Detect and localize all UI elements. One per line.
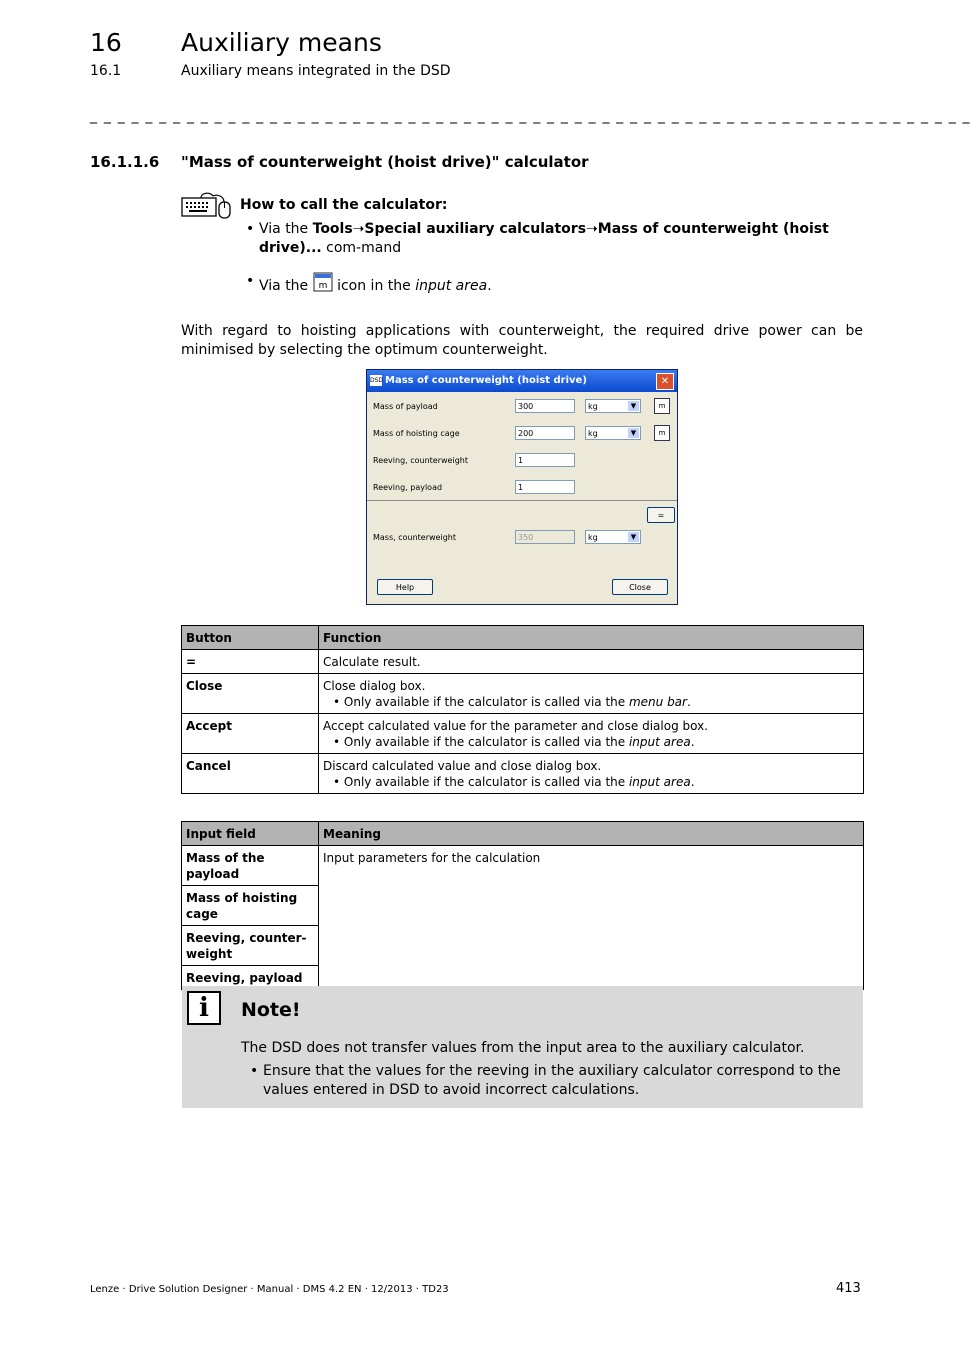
label-reeving-payload: Reeving, payload bbox=[373, 483, 443, 492]
info-icon: i bbox=[187, 991, 221, 1025]
table-row: Mass of hoisting cage bbox=[182, 886, 864, 926]
app-icon: DSD bbox=[370, 377, 384, 384]
dialog-title: Mass of counterweight (hoist drive) bbox=[385, 375, 587, 386]
table-row: Reeving, counter-weight bbox=[182, 926, 864, 966]
help-button[interactable]: Help bbox=[377, 579, 433, 595]
note-bullet: • Ensure that the values for the reeving in the auxiliary calculator correspond to the values entered in DSD to avoid incorrect calculations. bbox=[250, 1063, 841, 1098]
output-mass-counterweight: 350 bbox=[515, 530, 575, 544]
table-header: Meaning bbox=[319, 822, 864, 846]
chevron-down-icon: ▼ bbox=[628, 401, 639, 411]
table-header: Input field bbox=[182, 822, 319, 846]
input-mass-cage[interactable]: 200 bbox=[515, 426, 575, 440]
label-mass-payload: Mass of payload bbox=[373, 402, 438, 411]
calculator-icon bbox=[313, 272, 333, 292]
close-icon[interactable]: ✕ bbox=[656, 373, 674, 390]
menu-path: Tools➝Special auxiliary calculators➝Mass of counterweight (hoist drive)... bbox=[259, 221, 829, 256]
note-title: Note! bbox=[241, 999, 301, 1021]
howto-label: How to call the calculator: bbox=[240, 197, 448, 213]
unit-select-payload[interactable]: kg ▼ bbox=[585, 399, 641, 413]
dialog-separator bbox=[367, 500, 677, 501]
unit-select-cage[interactable]: kg ▼ bbox=[585, 426, 641, 440]
chapter-number: 16 bbox=[90, 28, 122, 57]
page-number: 413 bbox=[836, 1281, 861, 1296]
label-mass-cage: Mass of hoisting cage bbox=[373, 429, 460, 438]
label-mass-counterweight: Mass, counterweight bbox=[373, 533, 456, 542]
howto-bullet-icon: • Via the m icon in the input area. bbox=[246, 273, 492, 294]
intro-paragraph: With regard to hoisting applications with counterweight, the required drive power can be minimised by selecting the optimum counterweight. bbox=[181, 323, 863, 358]
howto-bullet-menu: • Via the Tools➝Special auxiliary calculators➝Mass of counterweight (hoist drive)... com-mand bbox=[246, 221, 829, 256]
chevron-down-icon: ▼ bbox=[628, 428, 639, 438]
section-title: Auxiliary means integrated in the DSD bbox=[181, 63, 451, 79]
table-header: Button bbox=[182, 626, 319, 650]
table-row: Close Close dialog box. • Only available if the calculator is called via the menu bar. bbox=[182, 674, 864, 714]
calculator-dialog bbox=[366, 369, 678, 605]
calculator-icon[interactable]: m bbox=[654, 425, 670, 441]
section-number: 16.1 bbox=[90, 63, 122, 79]
meaning-cell: Input parameters for the calculation bbox=[319, 846, 864, 990]
svg-text:m: m bbox=[318, 281, 328, 291]
table-header: Function bbox=[319, 626, 864, 650]
input-mass-payload[interactable]: 300 bbox=[515, 399, 575, 413]
subsection-title: "Mass of counterweight (hoist drive)" calculator bbox=[181, 153, 589, 171]
header-divider: _ _ _ _ _ _ _ _ _ _ _ _ _ _ _ _ _ _ _ _ _ _ _ _ _ _ _ _ _ _ _ _ _ _ _ _ _ _ _ _ _ _ _ _ _ _ _ _ _ _ _ _ _ _ _ _ _ _ _ _ _ _ _ _ bbox=[90, 108, 971, 124]
chapter-title: Auxiliary means bbox=[181, 28, 382, 57]
buttons-table bbox=[181, 625, 864, 794]
note-box bbox=[182, 986, 863, 1108]
keyboard-mouse-icon bbox=[181, 190, 233, 220]
note-text: The DSD does not transfer values from the input area to the auxiliary calculator. bbox=[241, 1040, 805, 1056]
input-reeving-payload[interactable]: 1 bbox=[515, 480, 575, 494]
inputs-table bbox=[181, 821, 864, 990]
table-row: = Calculate result. bbox=[182, 650, 864, 674]
calculator-icon[interactable]: m bbox=[654, 398, 670, 414]
footer-text: Lenze · Drive Solution Designer · Manual · DMS 4.2 EN · 12/2013 · TD23 bbox=[90, 1284, 449, 1295]
table-row: Mass of the payload Input parameters for the calculation bbox=[182, 846, 864, 886]
calculate-button[interactable]: = bbox=[647, 507, 675, 523]
table-row: Accept Accept calculated value for the parameter and close dialog box. • Only available if the calculator is called via the input area. bbox=[182, 714, 864, 754]
dialog-titlebar bbox=[367, 370, 677, 392]
input-reeving-counterweight[interactable]: 1 bbox=[515, 453, 575, 467]
subsection-number: 16.1.1.6 bbox=[90, 153, 160, 171]
close-button[interactable]: Close bbox=[612, 579, 668, 595]
chevron-down-icon: ▼ bbox=[628, 532, 639, 542]
label-reeving-counterweight: Reeving, counterweight bbox=[373, 456, 468, 465]
table-row: Cancel Discard calculated value and close dialog box. • Only available if the calculator is called via the input area. bbox=[182, 754, 864, 794]
unit-select-counterweight[interactable]: kg ▼ bbox=[585, 530, 641, 544]
table-row: Reeving, payload bbox=[182, 966, 864, 990]
